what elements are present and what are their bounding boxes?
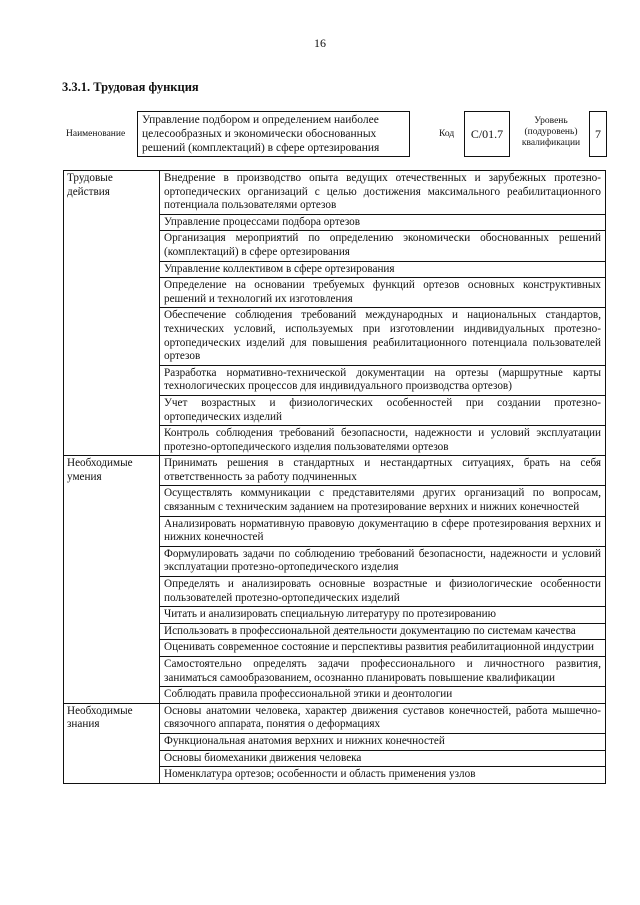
category-labor-actions: Трудовые действия (64, 171, 160, 456)
table-cell-item: Контроль соблюдения требований безопасности, надежности и условий эксплуатации протезно-ортопедического изделия пользователями ортезов (160, 426, 606, 456)
table-cell-item: Основы анатомии человека, характер движения суставов конечностей, работа мышечно-связочного аппарата, понятия о деформациях (160, 703, 606, 733)
section-heading: 3.3.1. Трудовая функция (62, 80, 199, 94)
table-cell-item: Определение на основании требуемых функций ортезов основных конструктивных решений и технологий их изготовления (160, 278, 606, 308)
table-cell-item: Соблюдать правила профессиональной этики и деонтологии (160, 687, 606, 704)
table-cell-item: Формулировать задачи по соблюдению требований безопасности, надежности и условий эксплуатации протезно-ортопедического изделия (160, 546, 606, 576)
level-label-line-1: Уровень (534, 116, 568, 126)
category-required-knowledge: Необходимые знания (64, 703, 160, 783)
table-cell-item: Определять и анализировать основные возрастные и физиологические особенности пользователей протезно-ортопедических изделий (160, 577, 606, 607)
table-cell-item: Осуществлять коммуникации с представителями других организаций по вопросам, связанным с техническим заданием на протезирование верхних и нижних конечностей (160, 486, 606, 516)
table-row (64, 703, 606, 733)
table-cell-item: Номенклатура ортезов; особенности и область применения узлов (160, 767, 606, 784)
table-cell-item: Учет возрастных и физиологических особенностей при создании протезно-ортопедических изделий (160, 395, 606, 425)
function-name-box: Управление подбором и определением наиболее целесообразных и экономически обоснованных решений (комплектаций) в сфере ортезирования (137, 111, 410, 157)
table-cell-item: Использовать в профессиональной деятельности документацию по системам качества (160, 623, 606, 640)
table-cell-item: Обеспечение соблюдения требований международных и национальных стандартов, технических условий, используемых при изготовлении индивидуальных протезно-ортопедических изделий для повышения реабилитационного потенциала пользователей ортезов (160, 308, 606, 365)
table-cell-item: Управление коллективом в сфере ортезирования (160, 261, 606, 278)
table-cell-item: Функциональная анатомия верхних и нижних конечностей (160, 733, 606, 750)
table-cell-item: Анализировать нормативную правовую документацию в сфере протезирования верхних и нижних конечностей (160, 516, 606, 546)
qualification-level-value: 7 (595, 127, 601, 141)
table-cell-item: Управление процессами подбора ортезов (160, 214, 606, 231)
table-row (64, 456, 606, 486)
table-cell-item: Самостоятельно определять задачи профессионального и личностного развития, заниматься самообразованием, осознанно планировать повышение квалификации (160, 657, 606, 687)
function-details-body (64, 171, 606, 784)
table-cell-item: Внедрение в производство опыта ведущих отечественных и зарубежных протезно-ортопедических организаций с целью достижения максимального реабилитационного потенциала пользователями ортезов (160, 171, 606, 215)
function-details-table (63, 170, 606, 784)
table-cell-item: Организация мероприятий по определению экономически обоснованных решений (комплектаций) в сфере ортезирования (160, 231, 606, 261)
function-code-value: C/01.7 (470, 127, 504, 141)
table-cell-item: Принимать решения в стандартных и нестандартных ситуациях, брать на себя ответственность за работу подчиненных (160, 456, 606, 486)
qualification-level-box (589, 111, 607, 157)
category-required-skills: Необходимые умения (64, 456, 160, 704)
code-label: Код (439, 129, 455, 139)
page-number: 16 (314, 36, 326, 50)
level-label (516, 116, 586, 149)
table-cell-item: Основы биомеханики движения человека (160, 750, 606, 767)
table-row (64, 171, 606, 215)
table-cell-item: Разработка нормативно-технической документации на ортезы (маршрутные карты технологических процессов для индивидуального производства ортезов) (160, 365, 606, 395)
level-label-line-3: квалификации (521, 138, 581, 148)
table-cell-item: Читать и анализировать специальную литературу по протезированию (160, 607, 606, 624)
function-code-box (464, 111, 510, 157)
name-label: Наименование (66, 129, 126, 139)
table-cell-item: Оценивать современное состояние и перспективы развития реабилитационной индустрии (160, 640, 606, 657)
level-label-line-2: (подуровень) (524, 127, 578, 137)
